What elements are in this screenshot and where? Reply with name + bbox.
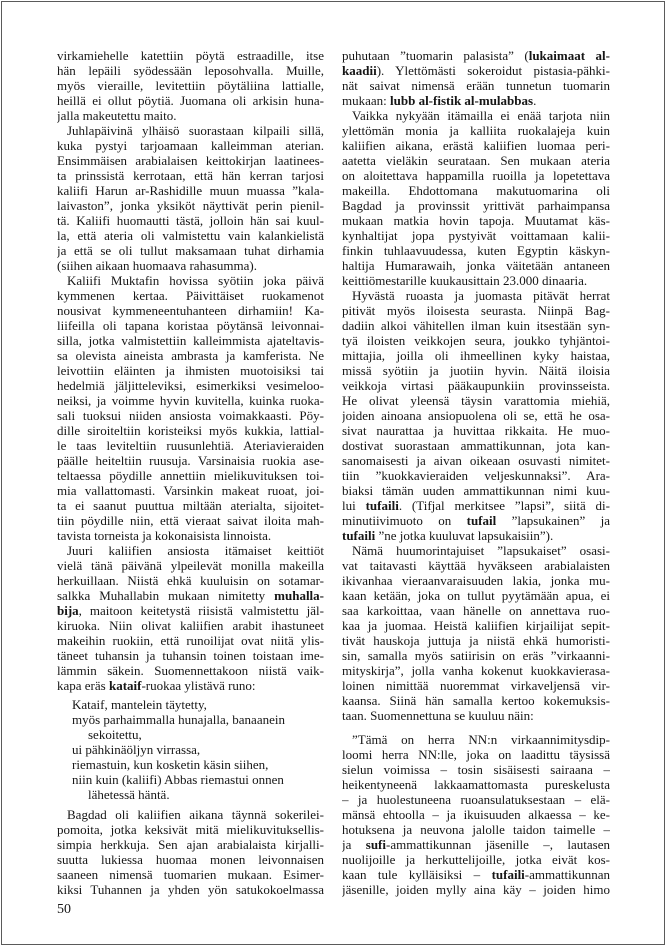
text-line: kiruoka. Niin olivat kaliifien arabit ihastuneet bbox=[57, 618, 324, 633]
text-line bbox=[342, 528, 610, 543]
bold-term: kataif bbox=[108, 678, 142, 693]
bold-term: tufail bbox=[466, 513, 497, 528]
text-line: Bagdad oli kaliifien aikana täynnä sokerilei- bbox=[67, 807, 324, 822]
text-run: ”ne jotka kuuluvat lapsukaisiin”). bbox=[375, 528, 554, 543]
text-line: kynhaltijat jopa pystyivät voittamaan kalii- bbox=[342, 228, 610, 243]
paragraph bbox=[342, 543, 610, 723]
text-line: vat taitavasti käyttää hyväkseen arabialaisten bbox=[342, 558, 610, 573]
page-number: 50 bbox=[57, 902, 71, 917]
text-run: salkka Muhallabin mukaan nimitetty bbox=[57, 588, 275, 603]
paragraph bbox=[342, 108, 610, 288]
text-line: mia vallattomasti. Varsinkin makeat ruoat, joi- bbox=[57, 483, 324, 498]
poem-line: Kataif, mantelein täytetty, bbox=[72, 697, 207, 712]
text-line bbox=[342, 513, 610, 528]
bold-term: muhalla- bbox=[274, 588, 324, 603]
paragraph bbox=[57, 807, 324, 897]
poem-verse bbox=[57, 697, 324, 712]
text-line: He olivat yleensä täysin varattomia miehiä, bbox=[342, 393, 610, 408]
text-line bbox=[57, 678, 324, 693]
text-line bbox=[342, 48, 610, 63]
text-line: dostivat suorastaan ammattikunnan, jota kan- bbox=[342, 438, 610, 453]
poem-verse bbox=[57, 712, 324, 742]
text-run: puhutaan ”tuomarin palasista” ( bbox=[342, 48, 529, 63]
bold-term: tufaili bbox=[365, 498, 399, 513]
text-line: kaa ja juomaa. Heistä kaliifien kirjailijat sepit- bbox=[342, 618, 610, 633]
text-line: taan. Suomennettuna se kuuluu näin: bbox=[342, 708, 534, 723]
quote-paragraph bbox=[342, 732, 610, 897]
text-line: kaan ketään, joka on tullut pyytämään apua, ei bbox=[342, 588, 610, 603]
text-run: ). Ylettömästi sokeroidut pistasia-pähki- bbox=[376, 63, 610, 78]
bold-term: tufaili bbox=[342, 528, 376, 543]
text-line: Kaliifi Muktafin hovissa syötiin joka päivä bbox=[67, 273, 324, 288]
text-line: ikivanhaa vieraanvaraisuuden lakia, jonka mu- bbox=[342, 573, 610, 588]
text-line: tiin ”kuokkavieraiden veljeskunnaksi”. Ara- bbox=[342, 468, 610, 483]
text-line bbox=[342, 93, 610, 108]
text-line: sin, samalla myös satiirisin on eräs ”virkaanni- bbox=[342, 648, 610, 663]
text-line: Juhlapäivinä ylhäisö suorastaan kilpaili sillä, bbox=[67, 123, 324, 138]
text-line: ylettömän monia ja kalliita ruokalajeja kuin bbox=[342, 123, 610, 138]
text-line: makeihin ruokiin, että runoilijat ovat niitä ylis- bbox=[57, 633, 324, 648]
text-line: saaneen nimensä tuomarien mukaan. Esimer- bbox=[57, 867, 324, 882]
text-line: virkamiehelle katettiin pöytä estraadille, itse bbox=[57, 48, 324, 63]
poem-line: ui pähkinäöljyn virrassa, bbox=[72, 742, 201, 757]
text-line: tyä iloisten veikkojen seura, joukko tyhjäntoi- bbox=[342, 333, 610, 348]
text-run: mukaan: bbox=[342, 93, 391, 108]
right-column-prose bbox=[342, 48, 610, 723]
text-line: Nämä huumorintajuiset ”lapsukaiset” osasi- bbox=[352, 543, 610, 558]
text-line: suutta lukiessa huomaa monen leivonnaisen bbox=[57, 852, 324, 867]
text-line: sa olevista aineista ambrasta ja kamferista. Ne bbox=[57, 348, 324, 363]
text-line: hotuksena ja neuvona jalolle taidon taimelle – bbox=[342, 822, 610, 837]
text-line: mukaan matkia hovin tapoja. Muutamat käs- bbox=[342, 213, 610, 228]
text-run: kaan tule kylläisiksi – bbox=[342, 867, 492, 882]
text-line: nät saivat nimensä erään tunnetun tuomarin bbox=[342, 78, 610, 93]
text-line: Bagdad ja provinssit yrittivät parhaimpansa bbox=[342, 198, 610, 213]
text-line: saa karkoittaa, vaan hänelle on annettava ruo- bbox=[342, 603, 610, 618]
paragraph bbox=[342, 288, 610, 543]
poem-line: niin kuin (kaliifi) Abbas riemastui onnen bbox=[72, 772, 284, 787]
text-line: kymmenen kertaa. Päivittäiset ruokamenot bbox=[57, 288, 324, 303]
text-run: kapa eräs bbox=[57, 678, 109, 693]
text-run: minutiivimuoto on bbox=[342, 513, 467, 528]
text-line: silla, jotka valmistettiin kalleimmista ajateltavis- bbox=[57, 333, 324, 348]
text-line: Ensimmäisen arabialaisen keittokirjan laatinees- bbox=[57, 153, 324, 168]
text-line: kaansa. Siinä hän samalla kertoo kokemuksis- bbox=[342, 693, 610, 708]
text-line: la, että ateria oli valmistettu vain kalankielistä bbox=[57, 228, 324, 243]
text-line: mittajia, joilla oli ihmeellinen kyky haistaa, bbox=[342, 348, 610, 363]
paragraph bbox=[57, 543, 324, 693]
text-line: – ja huolestuneena ruoansulatuksestaan – elä- bbox=[342, 792, 610, 807]
bold-term: tufaili bbox=[491, 867, 525, 882]
text-line: kuka pystyi tarjoamaan kalleimman aterian. bbox=[57, 138, 324, 153]
text-line: tiin pöydille niin, että vieraat saivat iloita mah- bbox=[57, 513, 324, 528]
text-line bbox=[57, 603, 324, 618]
text-run: . (Tifjal merkitsee ”lapsi”, siitä di- bbox=[398, 498, 610, 513]
poem-line: riemastuin, kun kosketin käsin siihen, bbox=[72, 757, 269, 772]
text-line: ta ei saanut puuttua miltään aterialta, sijoitet- bbox=[57, 498, 324, 513]
text-run: ”lapsukainen” ja bbox=[496, 513, 610, 528]
text-run: , maitoon keitetystä riisistä valmistettu jäl- bbox=[78, 603, 324, 618]
text-line: sali tuoksui niiden ansiosta voimakkaasti. Pöy- bbox=[57, 408, 324, 423]
text-line: sielun voimissa – tosin sisäisesti sairaana – bbox=[342, 762, 610, 777]
text-line: hän lepäili syödessään leposohvalla. Muille, bbox=[57, 63, 324, 78]
text-line: (siihen aikaan huomaava rahasumma). bbox=[57, 258, 257, 273]
text-line: kiksi Tuhannen ja yhden yön satukokoelmassa bbox=[57, 882, 324, 897]
text-line: päälle heiteltiin ruusuja. Varsinaisia ruokia ase- bbox=[57, 453, 324, 468]
bold-term: lukaimaat al- bbox=[528, 48, 610, 63]
poem-verse bbox=[57, 757, 324, 772]
paragraph bbox=[57, 273, 324, 543]
text-line: ja että se oli tullut maksamaan tuhat dirhamia bbox=[57, 243, 324, 258]
text-line: jalla makeutettu maito. bbox=[57, 108, 177, 123]
text-line: le taas leviteltiin ruusunlehtiä. Ateriavieraiden bbox=[57, 438, 324, 453]
left-column bbox=[57, 48, 324, 897]
text-line: täneet tuhansin ja tuhansin toinen toistaan ime- bbox=[57, 648, 324, 663]
text-line: vielä tänä päivänä ylpeilevät monilla makeilla bbox=[57, 558, 324, 573]
text-line bbox=[342, 498, 610, 513]
text-line: Vaikka nykyään itämailla ei enää tarjota niin bbox=[352, 108, 610, 123]
text-line: makeilla. Ehdottomana makutuomarina oli bbox=[342, 183, 610, 198]
text-line: tä. Kaliifi huomautti tästä, jolloin hän sai kuul- bbox=[57, 213, 324, 228]
text-line: leivottiin eläinten ja ihmisten muotoisiksi tai bbox=[57, 363, 324, 378]
text-line bbox=[342, 63, 610, 78]
poem-line: myös parhaimmalla hunajalla, banaanein bbox=[72, 712, 285, 727]
left-column-prose bbox=[57, 48, 324, 693]
text-line: lämmin säkein. Suomennettakoon niistä vaik- bbox=[57, 663, 324, 678]
text-line: myös vieraille, levitettiin pöytäliina lattialle, bbox=[57, 78, 324, 93]
text-run: -ammattikunnan bbox=[524, 867, 610, 882]
text-line: nousivat kymmeneentuhanteen dirhamiin! Ka- bbox=[57, 303, 324, 318]
text-line: joiden ainoana ansiopuolena oli se, että he osa- bbox=[342, 408, 610, 423]
text-line: pomoita, jotka keksivät mitä mielikuvituksellis- bbox=[57, 822, 324, 837]
text-line: herkuillaan. Niistä ehkä kuuluisin on sotamar- bbox=[57, 573, 324, 588]
text-line: mityskirja”, jolla vanha kokenut kuokkavierasa- bbox=[342, 663, 610, 678]
text-line: kaliifi Harun ar-Rashidille muun muassa ”kala- bbox=[57, 183, 324, 198]
text-line: nuolijoille ja herkuttelijoille, jotka eivät kos- bbox=[342, 852, 610, 867]
text-line: ta prinssistä kerrotaan, että hän kerran tarjosi bbox=[57, 168, 324, 183]
poem bbox=[57, 697, 324, 802]
quoted-diploma bbox=[342, 732, 610, 897]
text-run: -ammattikunnan jäsenille –, lautasen bbox=[386, 837, 610, 852]
text-run: . bbox=[533, 93, 537, 108]
text-line: haltija Humarawaih, jonka väitetään antaneen bbox=[342, 258, 610, 273]
poem-verse bbox=[57, 772, 324, 802]
text-line: dille siroiteltiin koristeiksi myös kukkia, lattial- bbox=[57, 423, 324, 438]
text-line: teltaessa pöydille annettiin mielikuvituksen toi- bbox=[57, 468, 324, 483]
text-line: kaliifien aikana, erästä kaliifien luomaa peri- bbox=[342, 138, 610, 153]
text-line: simpia herkkuja. Sen ajan arabialaista kirjalli- bbox=[57, 837, 324, 852]
text-line: tivät hauskoja juttuja ja niistä ehkä humoristi- bbox=[342, 633, 610, 648]
text-line: sanomaisesti ja aivan oikeaan osuvasti nimitet- bbox=[342, 453, 610, 468]
text-line bbox=[57, 588, 324, 603]
text-line: hedelmiä jäljitteleviksi, esimerkiksi vesimeloo- bbox=[57, 378, 324, 393]
text-run: -ruokaa ylistävä runo: bbox=[141, 678, 256, 693]
text-line: finkin tuhlaavuudessa, kuten Egyptin käskyn- bbox=[342, 243, 610, 258]
text-line: loomi herra NN:lle, joka on laadittu täysissä bbox=[342, 747, 610, 762]
bold-term: lubb al-fistik al-mulabbas bbox=[390, 93, 534, 108]
text-line: neiksi, ja voimme hyvin kuvitella, kuinka ruoka- bbox=[57, 393, 324, 408]
text-line: heikentyneenä lakkaamattomasta pureskelusta bbox=[342, 777, 610, 792]
text-line: jäsenille, joiden mylly aina käy – joiden himo bbox=[342, 882, 610, 897]
poem-line: sekoitettu, bbox=[88, 727, 142, 742]
text-line: loinen nimittää nuoremmat virkaveljensä vir- bbox=[342, 678, 610, 693]
left-column-prose-after-poem bbox=[57, 807, 324, 897]
text-line: on aloitettava happamilla ruoilla ja lopetettava bbox=[342, 168, 610, 183]
text-line: veikkoja virtasi pääkaupunkiin provinsseista. bbox=[342, 378, 610, 393]
text-line: ”Tämä on herra NN:n virkaannimitysdip- bbox=[352, 732, 610, 747]
text-line: mänsä ehtoolla – ja ikuisuuden alkaessa – ke- bbox=[342, 807, 610, 822]
text-line: liifeilla oli tapana koristaa pöytänsä leivonnai- bbox=[57, 318, 324, 333]
poem-line: lähetessä häntä. bbox=[88, 787, 170, 802]
text-line: laivaston”, jonka yksiköt näyttivät perin pienil- bbox=[57, 198, 324, 213]
poem-verse bbox=[57, 742, 324, 757]
text-run: ja bbox=[342, 837, 366, 852]
text-line: Juuri kaliifien ansiosta itämaiset keittiöt bbox=[67, 543, 324, 558]
text-line: heillä ei ollut pöytiä. Juomana oli arkisin huna- bbox=[57, 93, 324, 108]
text-line: pitivät myös iloisesta seurasta. Niinpä Bag- bbox=[342, 303, 610, 318]
text-line: keittiömestarille kuukausittain 23.000 dinaaria. bbox=[342, 273, 588, 288]
text-line: biaksi tämän uuden ammattikunnan nimi kuu- bbox=[342, 483, 610, 498]
right-column bbox=[342, 48, 610, 897]
bold-term: kaadii bbox=[342, 63, 377, 78]
text-run: lui bbox=[342, 498, 366, 513]
bold-term: sufi bbox=[365, 837, 386, 852]
bold-term: bija bbox=[57, 603, 79, 618]
paragraph bbox=[57, 123, 324, 273]
text-line: aatetta vieläkin seurataan. Sen mukaan ateria bbox=[342, 153, 610, 168]
text-line: Hyvästä ruoasta ja juomasta pitävät herrat bbox=[352, 288, 610, 303]
paragraph bbox=[57, 48, 324, 123]
text-line: sivat naurattaa ja huvittaa rikkaita. He muo- bbox=[342, 423, 610, 438]
text-line: dadiin alkoi vähitellen ilman kuin itsestään syn- bbox=[342, 318, 610, 333]
text-line bbox=[342, 867, 610, 882]
paragraph bbox=[342, 48, 610, 108]
text-line: missä syötiin ja juotiin hyvin. Näitä iloisia bbox=[342, 363, 610, 378]
text-line: tavista torneista ja kokonaisista linnoista. bbox=[57, 528, 272, 543]
text-line bbox=[342, 837, 610, 852]
